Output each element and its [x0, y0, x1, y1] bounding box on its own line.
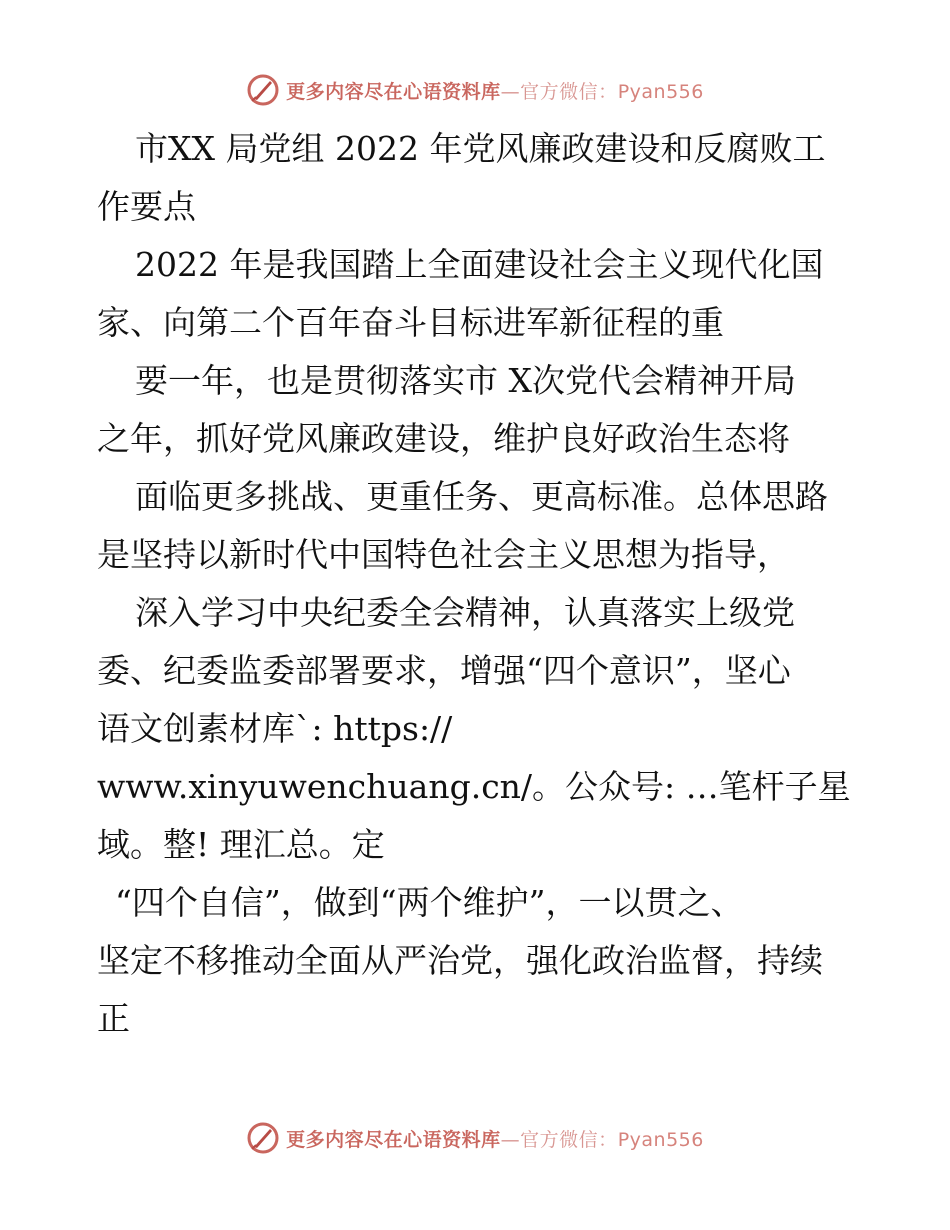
- doc-paragraph-line: 之年，抓好党风廉政建设，维护良好政治生态将: [97, 419, 790, 458]
- doc-paragraph-line: 2022 年是我国踏上全面建设社会主义现代化国: [135, 245, 824, 284]
- doc-paragraph-line: 是坚持以新时代中国特色社会主义思想为指导，: [97, 535, 790, 574]
- doc-paragraph-line: 正: [97, 999, 130, 1038]
- doc-paragraph-line: www.xinyuwenchuang.cn/。公众号: …笔杆子星: [97, 767, 851, 806]
- doc-paragraph-line: 面临更多挑战、更重任务、更高标准。总体思路: [135, 477, 828, 516]
- document-body: [97, 120, 857, 1048]
- doc-paragraph-line: 坚定不移推动全面从严治党，强化政治监督，持续: [97, 941, 823, 980]
- doc-paragraph-line: 家、向第二个百年奋斗目标进军新征程的重: [97, 303, 724, 342]
- doc-paragraph-line: 委、纪委监委部署要求，增强“四个意识”，坚心: [97, 651, 791, 690]
- doc-title-line-2: 作要点: [97, 187, 196, 226]
- watermark-text: 更多内容尽在心语资料库—官方微信：Pyan556: [286, 1128, 704, 1151]
- doc-paragraph-line: 深入学习中央纪委全会精神，认真落实上级党: [135, 593, 795, 632]
- quill-logo-icon: [246, 73, 280, 107]
- doc-paragraph-line: 要一年，也是贯彻落实市 X次党代会精神开局: [135, 361, 796, 400]
- watermark-banner-top: [0, 70, 950, 110]
- doc-paragraph-line: 域。整! 理汇总。定: [97, 825, 385, 864]
- doc-title-line-1: 市XX 局党组 2022 年党风廉政建设和反腐败工: [135, 129, 826, 168]
- quill-logo-icon: [246, 1121, 280, 1155]
- watermark-text: 更多内容尽在心语资料库—官方微信：Pyan556: [286, 80, 704, 103]
- watermark-banner-bottom: [0, 1118, 950, 1158]
- doc-paragraph-line: “四个自信”，做到“两个维护”，一以贯之、: [115, 883, 744, 922]
- doc-paragraph-line: 语文创素材库`: https://: [97, 709, 453, 748]
